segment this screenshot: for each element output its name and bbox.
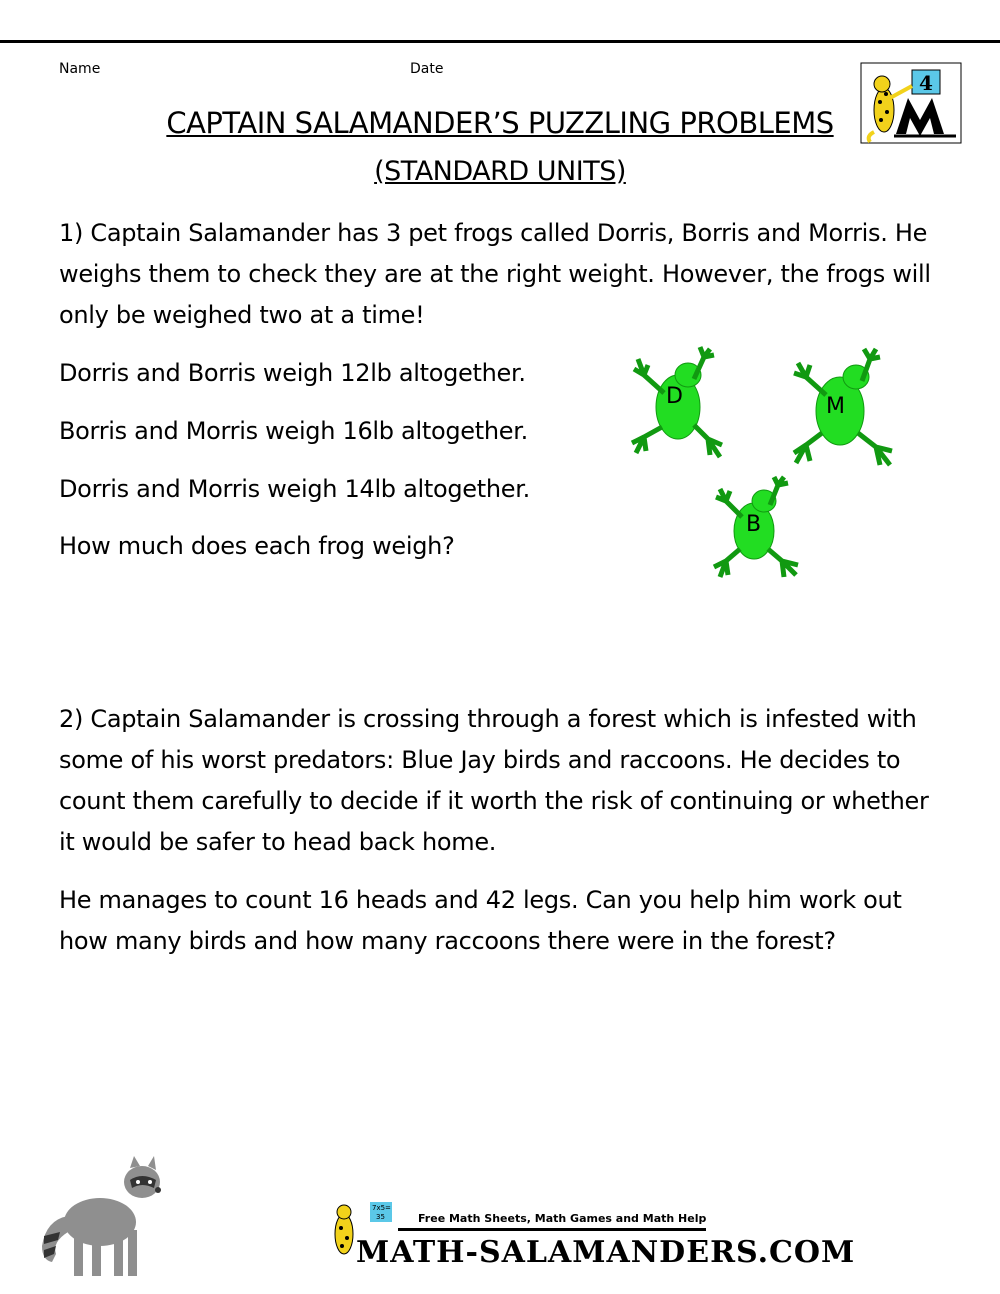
footer-tagline: Free Math Sheets, Math Games and Math Help xyxy=(418,1212,707,1225)
raccoon-illustration xyxy=(38,1150,168,1280)
problem1-question: How much does each frog weigh? xyxy=(59,532,455,560)
top-rule xyxy=(0,40,1000,43)
problem1-line3: Dorris and Morris weigh 14lb altogether. xyxy=(59,475,530,503)
frog-letter-b: B xyxy=(746,512,762,537)
frog-dorris xyxy=(630,345,730,465)
frog-borris xyxy=(712,475,807,583)
frog-morris xyxy=(790,345,900,475)
date-label: Date xyxy=(410,61,444,77)
problem1-line1: Dorris and Borris weigh 12lb altogether. xyxy=(59,359,526,387)
frog-letter-d: D xyxy=(666,384,683,409)
footer-brand: MATH-SALAMANDERS.COM xyxy=(356,1235,856,1270)
footer-logo xyxy=(326,1200,856,1270)
page-subtitle: (STANDARD UNITS) xyxy=(374,156,626,187)
page-title: CAPTAIN SALAMANDER’S PUZZLING PROBLEMS xyxy=(166,106,834,140)
problem2-intro: 2) Captain Salamander is crossing through a forest which is infested with some of his worst predators: Blue Jay birds and raccoons. He decides to count them carefully to decide if it worth the risk of continuing or whether it would be safer to head back home. xyxy=(59,705,929,856)
name-label: Name xyxy=(59,61,101,77)
footer-logo-formula-bottom: 35 xyxy=(376,1213,385,1221)
problem2-question: He manages to count 16 heads and 42 legs. Can you help him work out how many birds and how many raccoons there were in the forest? xyxy=(59,886,902,955)
frog-letter-m: M xyxy=(826,394,845,419)
problem1-intro: 1) Captain Salamander has 3 pet frogs called Dorris, Borris and Morris. He weighs them to check they are at the right weight. However, the frogs will only be weighed two at a time! xyxy=(59,219,931,329)
footer-logo-formula-top: 7x5= xyxy=(372,1204,391,1212)
problem1-line2: Borris and Morris weigh 16lb altogether. xyxy=(59,417,528,445)
logo-number: 4 xyxy=(919,71,933,95)
